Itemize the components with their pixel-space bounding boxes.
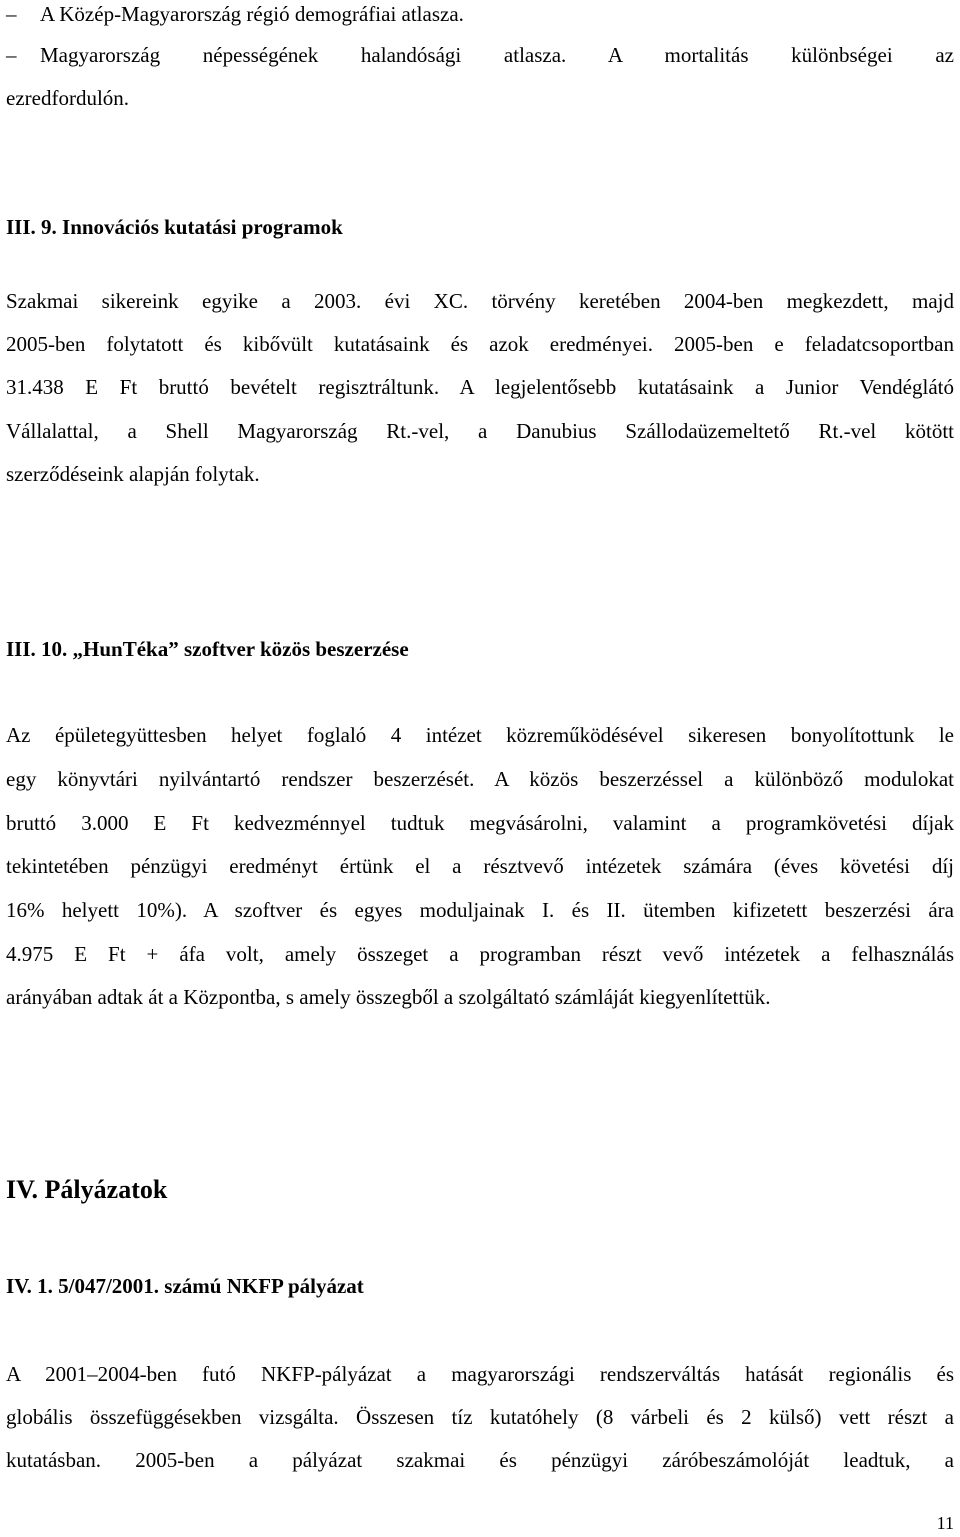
paragraph-line: szerződéseink alapján folytak.: [6, 462, 260, 486]
paragraph-line: bruttó 3.000 E Ft kedvezménnyel tudtuk megvásárolni, valamint a programkövetési díjak: [6, 811, 954, 835]
paragraph-line: 31.438 E Ft bruttó bevételt regisztráltunk. A legjelentősebb kutatásaink a Junior Vendéglátó: [6, 375, 954, 399]
chapter-heading-palyazatok: IV. Pályázatok: [6, 1175, 168, 1204]
paragraph-line: globális összefüggésekben vizsgálta. Összesen tíz kutatóhely (8 várbeli és 2 külső) vett részt a: [6, 1405, 954, 1429]
list-item: [6, 41, 954, 69]
section-heading-hunteka: III. 10. „HunTéka” szoftver közös beszerzése: [6, 637, 409, 661]
paragraph-line: tekintetében pénzügyi eredményt értünk el a résztvevő intézetek számára (éves követési díj: [6, 854, 954, 878]
list-item-continuation: ezredfordulón.: [6, 86, 130, 110]
page-number: 11: [936, 1513, 954, 1533]
list-item-text: A Közép-Magyarország régió demográfiai atlasza.: [40, 2, 464, 26]
list-dash: –: [6, 43, 17, 67]
paragraph-line: 4.975 E Ft + áfa volt, amely összeget a programban részt vevő intézetek a felhasználás: [6, 942, 954, 966]
section-heading-innovation: III. 9. Innovációs kutatási programok: [6, 215, 343, 239]
paragraph-line: 2005-ben folytatott és kibővült kutatásaink és azok eredményei. 2005-ben e feladatcsoportban: [6, 332, 954, 356]
paragraph-line: arányában adtak át a Központba, s amely összegből a szolgáltató számláját kiegyenlítettük.: [6, 985, 771, 1009]
list-dash: –: [6, 2, 17, 26]
subsection-heading-nkfp: IV. 1. 5/047/2001. számú NKFP pályázat: [6, 1274, 364, 1298]
paragraph-line: Az épületegyüttesben helyet foglaló 4 intézet közreműködésével sikeresen bonyolítottunk le: [6, 723, 954, 747]
paragraph-line: 16% helyett 10%). A szoftver és egyes moduljainak I. és II. ütemben kifizetett beszerzési ára: [6, 898, 954, 922]
paragraph-line: A 2001–2004-ben futó NKFP-pályázat a magyarországi rendszerváltás hatását regionális és: [6, 1362, 954, 1386]
list-item-text: Magyarország népességének halandósági atlasza. A mortalitás különbségei az: [40, 43, 954, 67]
paragraph-line: kutatásban. 2005-ben a pályázat szakmai és pénzügyi záróbeszámolóját leadtuk, a: [6, 1448, 954, 1472]
paragraph-line: Vállalattal, a Shell Magyarország Rt.-vel, a Danubius Szállodaüzemeltető Rt.-vel kötött: [6, 419, 954, 443]
paragraph-line: egy könyvtári nyilvántartó rendszer beszerzését. A közös beszerzéssel a különböző modulokat: [6, 767, 954, 791]
paragraph-line: Szakmai sikereink egyike a 2003. évi XC. törvény keretében 2004-ben megkezdett, majd: [6, 289, 954, 313]
list-item: [6, 0, 954, 28]
